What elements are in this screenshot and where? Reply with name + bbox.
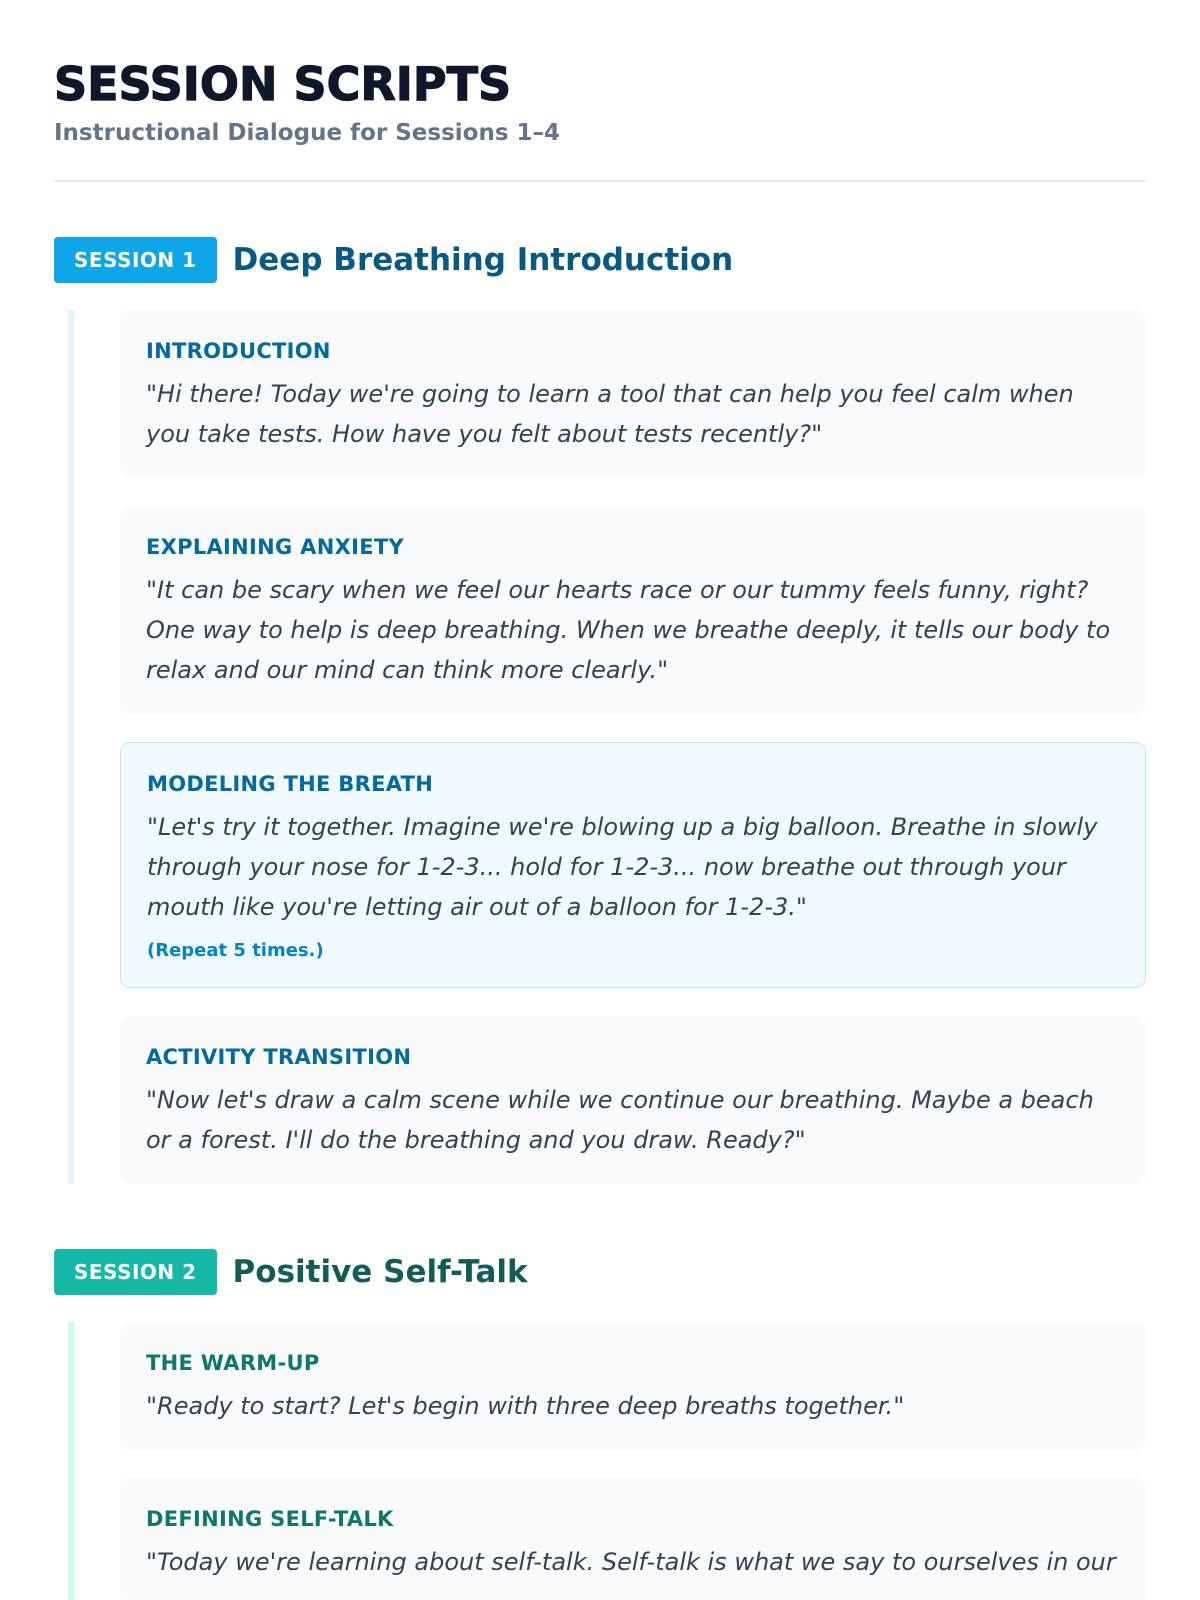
script-step-introduction [120, 310, 1146, 478]
step-quote: "Now let's draw a calm scene while we continue our breathing. Maybe a beach or a forest. I'll do the breathing and you draw. Ready?" [146, 1086, 1094, 1154]
step-note: (Repeat 5 times.) [147, 940, 324, 961]
session-badge: SESSION 1 [54, 237, 217, 283]
session-2 [54, 1248, 1146, 1600]
step-quote: "Let's try it together. Imagine we're blowing up a big balloon. Breathe in slowly through your nose for 1-2-3... hold for 1-2-3... now breathe out through your mouth like you're letting air out of a balloon for 1-2-3." [147, 813, 1098, 921]
script-step-defining-self-talk [120, 1478, 1146, 1600]
page-subtitle: Instructional Dialogue for Sessions 1–4 [54, 120, 561, 146]
session-header [54, 1248, 1146, 1296]
script-step-modeling-breath [120, 742, 1146, 988]
step-label: EXPLAINING ANXIETY [146, 535, 404, 559]
step-label: INTRODUCTION [146, 339, 331, 363]
session-steps [68, 310, 1146, 1184]
title-divider [54, 180, 1146, 182]
step-quote: "Ready to start? Let's begin with three deep breaths together." [146, 1392, 905, 1420]
step-quote: "Today we're learning about self-talk. Self-talk is what we say to ourselves in our [146, 1548, 1116, 1576]
script-step-activity-transition [120, 1016, 1146, 1184]
session-1 [54, 236, 1146, 1184]
session-title: Deep Breathing Introduction [232, 242, 734, 278]
session-header [54, 236, 1146, 284]
step-label: MODELING THE BREATH [147, 772, 434, 796]
script-step-warm-up [120, 1322, 1146, 1450]
session-title: Positive Self-Talk [232, 1254, 528, 1290]
session-badge: SESSION 2 [54, 1249, 217, 1295]
step-label: ACTIVITY TRANSITION [146, 1045, 412, 1069]
step-quote: "Hi there! Today we're going to learn a tool that can help you feel calm when you take tests. How have you felt about tests recently?" [146, 380, 1074, 448]
step-label: THE WARM-UP [146, 1351, 320, 1375]
step-quote: "It can be scary when we feel our hearts race or our tummy feels funny, right? One way to help is deep breathing. When we breathe deeply, it tells our body to relax and our mind can think more clearly." [146, 576, 1111, 684]
step-label: DEFINING SELF-TALK [146, 1507, 394, 1531]
script-step-explaining-anxiety [120, 506, 1146, 714]
page-title: SESSION SCRIPTS [54, 57, 512, 111]
session-steps [68, 1322, 1146, 1600]
